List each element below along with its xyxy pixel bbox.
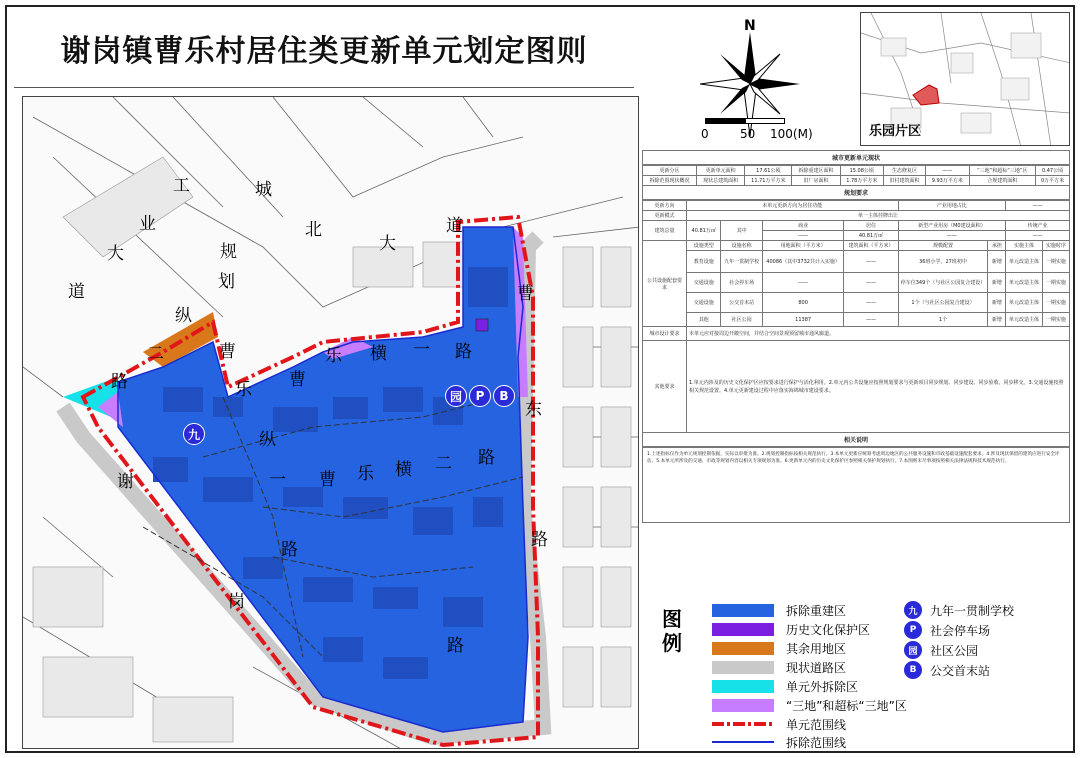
table-cell: 城市设计要求: [643, 327, 687, 341]
street-label: 道: [446, 216, 463, 236]
table-row: [643, 211, 1070, 221]
legend-item: [712, 715, 846, 733]
scale-label: 100(M): [770, 127, 813, 141]
table-cell: ——: [844, 313, 898, 327]
table-cell: 更新模式: [643, 211, 687, 221]
map-panel[interactable]: [22, 96, 639, 749]
table-cell: ——: [844, 273, 898, 293]
street-label: 规: [220, 242, 237, 262]
table-row: [643, 327, 1070, 341]
table-cell: 一期实施: [1042, 293, 1069, 313]
section-planning-title: 规划要求: [642, 186, 1070, 200]
table-header-cell: 规模配置: [898, 241, 988, 251]
table-cell: “三地”和超标“三地”区: [969, 166, 1036, 176]
table-cell: ——: [898, 231, 1006, 241]
table-cell: 1.单元内涉及的历史文化保护区应按要求进行保护与活化利用。2.单元内公共设施应按照规划要求与更新项目同步规划、同步建设、同步验收、同步移交。3.交通设施按照相关规范设置。4.单元更新建设过程中应落实海绵城市建设要求。: [687, 341, 1070, 433]
legend-label: 单元范围线: [786, 717, 847, 732]
table-cell: 九年一贯制学校: [721, 251, 762, 273]
scale-segment: [705, 118, 745, 124]
street-label: 城: [255, 180, 272, 200]
section-current-title: 城市更新单元现状: [642, 150, 1070, 165]
park-icon: 园: [904, 641, 922, 659]
legend-label: 单元外拆除区: [786, 679, 859, 694]
street-label: 划: [218, 272, 235, 292]
scale-segment: [745, 118, 785, 124]
table-cell: 0.47公顷: [1036, 166, 1070, 176]
legend-title: 图例: [662, 607, 682, 655]
table-cell: 本单元更新方向为居住功能: [687, 201, 899, 211]
table-cell: 一期实施: [1042, 313, 1069, 327]
street-label: 路: [478, 448, 495, 468]
inset-highlight: [913, 85, 939, 105]
street-label: 谢: [117, 472, 134, 492]
street-label: 业: [139, 214, 156, 234]
table-cell: 一期实施: [1042, 251, 1069, 273]
street-label: 纵: [259, 430, 276, 450]
info-table: [642, 150, 1070, 590]
title-block: [14, 8, 634, 88]
table-cell: 拆除范围现状概况: [643, 176, 697, 186]
legend-item: [712, 639, 846, 657]
table-row: [643, 251, 1070, 273]
table-cell: 1.78万平方米: [840, 176, 883, 186]
street-label: 大: [107, 244, 124, 264]
table-cell: 新增: [988, 273, 1006, 293]
compass-rose-icon: [700, 32, 820, 142]
table-cell: ——: [762, 273, 844, 293]
street-label: 道: [68, 282, 85, 302]
table-cell: 教育设施: [687, 251, 721, 273]
map-drawing: [23, 97, 639, 749]
table-cell: 800: [762, 293, 844, 313]
table-cell: 17.61公顷: [745, 166, 792, 176]
table-header-cell: 用地面积（平方米）: [762, 241, 844, 251]
table-cell: 单元改造主体: [1006, 313, 1043, 327]
table-header-cell: 承担: [988, 241, 1006, 251]
table-cell: 社区公园: [721, 313, 762, 327]
table-cell: 拆除重建区面积: [792, 166, 840, 176]
table-header-cell: 设施类型: [687, 241, 721, 251]
notes-title: 相关说明: [642, 433, 1070, 447]
street-label: 东: [525, 400, 542, 420]
bus-terminal-poi-icon[interactable]: B: [493, 385, 515, 407]
inset-label: 乐园片区: [869, 124, 922, 139]
street-label: 路: [447, 636, 464, 656]
table-row: [643, 166, 1070, 176]
table-header-cell: 建筑面积（平方米）: [844, 241, 898, 251]
street-label: 曹: [289, 370, 306, 390]
street-label: 岗: [228, 592, 245, 612]
table-cell: 交通设施: [687, 293, 721, 313]
bus-icon: B: [904, 661, 922, 679]
legend-item: [712, 601, 846, 619]
school-icon: 九: [904, 601, 922, 619]
table-cell: 合规建筑面积: [969, 176, 1036, 186]
legend-item: [904, 661, 990, 679]
street-label: 一: [413, 340, 430, 360]
street-label: 路: [455, 342, 472, 362]
legend-label: 其余用地区: [786, 641, 847, 656]
table-cell: 生态修复区: [884, 166, 926, 176]
park-poi-icon[interactable]: 园: [445, 385, 467, 407]
legend-swatch: [712, 680, 774, 693]
table-cell: ——: [1006, 201, 1070, 211]
table-row: [643, 201, 1070, 211]
table-cell: 40086（其中3732共计入实施）: [762, 251, 844, 273]
street-label: 路: [281, 540, 298, 560]
notes-text: 1.上述指标仅作为单元规划控制依据，实际以审批为准。2.规划控制指标按相关规范执行。3.本单元更新应统筹考虑周边地区的公共服务设施和市政基础设施配套要求。4.涉及现状保留的建筑应进行安全评估。5.本单元所涉及的交通、市政等规划内容以相关专项规划为准。6.更新单元内的历史文化保护区参照相关保护规划执行。7.本图则未尽事项按照相关法律法规和技术规范执行。: [642, 447, 1070, 523]
table-cell: 更新方向: [643, 201, 687, 211]
legend-item: [904, 621, 990, 639]
table-cell: 1个: [898, 313, 988, 327]
table-cell: 商业: [762, 221, 844, 231]
table-cell: 社会停车场: [721, 273, 762, 293]
table-row: [643, 341, 1070, 433]
table-cell: 现状总建筑面积: [697, 176, 745, 186]
table-cell: 居住: [844, 221, 898, 231]
legend-label: 拆除重建区: [786, 603, 847, 618]
table-cell: 公共设施配套要求: [643, 241, 687, 327]
scale-label: 50: [740, 127, 756, 141]
table-cell: 更新单元面积: [697, 166, 745, 176]
table-cell: 36班小学、27班初中: [898, 251, 988, 273]
table-cell: 旧村建筑面积: [884, 176, 926, 186]
legend-item: [712, 733, 846, 751]
table-cell: 公交首末站: [721, 293, 762, 313]
legend-item: [712, 677, 858, 695]
table-cell: 单一主体挂牌出让: [687, 211, 1070, 221]
street-label: 乐: [357, 464, 374, 484]
street-label: 二: [435, 454, 452, 474]
table-cell: 停车位349个（与社区公园复合建设）: [898, 273, 988, 293]
street-label: 路: [531, 530, 548, 550]
table-cell: 交通设施: [687, 273, 721, 293]
legend-label: 现状道路区: [786, 660, 847, 675]
table-cell: 1个（与社区公园复合建设）: [898, 293, 988, 313]
table-header-cell: 实施时序: [1042, 241, 1069, 251]
legend-label: “三地”和超标“三地”区: [786, 698, 907, 713]
school-poi-icon[interactable]: 九: [183, 423, 205, 445]
street-label: 纵: [175, 306, 192, 326]
legend-label: 社区公园: [930, 643, 979, 658]
street-label: 曹: [219, 342, 236, 362]
table-row: [643, 313, 1070, 327]
legend-item: [904, 641, 978, 659]
street-label: 曹: [517, 284, 534, 304]
legend-swatch: [712, 623, 774, 636]
table-cell: 其他要求: [643, 341, 687, 433]
street-label: 大: [379, 234, 396, 254]
street-label: 乐: [235, 380, 252, 400]
street-label: 乐: [325, 346, 342, 366]
legend-item: [712, 658, 846, 676]
legend-item: [904, 601, 1014, 619]
legend-swatch: [712, 604, 774, 617]
table-cell: 传统产业: [1006, 221, 1070, 231]
table-cell: 新型产业用房（M0建设面积）: [898, 221, 1006, 231]
table-cell: 其中: [721, 221, 762, 241]
legend-label: 社会停车场: [930, 623, 991, 638]
legend-label: 拆除范围线: [786, 735, 847, 750]
parking-icon: P: [904, 621, 922, 639]
historic-protection-zone: [476, 319, 488, 331]
table-cell: ——: [844, 251, 898, 273]
street-label: 曹: [319, 470, 336, 490]
table-cell: 建筑总量: [643, 221, 687, 241]
table-cell: 新增: [988, 313, 1006, 327]
table-cell: 40.81万㎡: [844, 231, 898, 241]
current-status-table: [642, 165, 1070, 186]
table-row: [643, 273, 1070, 293]
street-label: 一: [269, 470, 286, 490]
planning-table: [642, 200, 1070, 433]
table-cell: ——: [926, 166, 969, 176]
table-cell: ——: [762, 231, 844, 241]
legend-swatch: [712, 642, 774, 655]
north-arrow: [700, 18, 820, 143]
legend-item: [712, 620, 870, 638]
legend-swatch: [712, 661, 774, 674]
table-cell: 0万平方米: [1036, 176, 1070, 186]
table-row: [643, 176, 1070, 186]
location-inset-map[interactable]: [860, 12, 1070, 146]
street-label: 二: [147, 344, 164, 364]
table-cell: 本单元应对接周边开敞空间，并结合空间景观预留城市通风廊道。: [687, 327, 1070, 341]
table-cell: 11387: [762, 313, 844, 327]
table-row: [643, 221, 1070, 231]
legend-item: [712, 696, 907, 714]
street-label: 路: [111, 372, 128, 392]
table-cell: 单元改造主体: [1006, 293, 1043, 313]
table-cell: 其他: [687, 313, 721, 327]
table-cell: 9.93万平方米: [926, 176, 969, 186]
legend-label: 九年一贯制学校: [930, 603, 1015, 618]
table-cell: 旧厂房面积: [792, 176, 840, 186]
table-cell: 更新分区: [643, 166, 697, 176]
table-header-cell: 设施名称: [721, 241, 762, 251]
table-cell: 15.08公顷: [840, 166, 883, 176]
legend-line: [712, 741, 774, 743]
table-cell: 产业用地占比: [898, 201, 1006, 211]
table-cell: 单元改造主体: [1006, 273, 1043, 293]
north-label: N: [744, 18, 756, 34]
street-label: 横: [395, 460, 412, 480]
table-cell: 单元改造主体: [1006, 251, 1043, 273]
table-header-cell: 实施主体: [1006, 241, 1043, 251]
table-cell: 一期实施: [1042, 273, 1069, 293]
street-label: 横: [370, 344, 387, 364]
table-cell: 11.71万平方米: [745, 176, 792, 186]
legend: [642, 595, 1070, 750]
table-cell: ——: [844, 293, 898, 313]
legend-line: [712, 722, 774, 726]
table-cell: 40.81万㎡: [687, 221, 721, 241]
parking-poi-icon[interactable]: P: [469, 385, 491, 407]
street-label: 北: [305, 220, 322, 240]
table-cell: 新增: [988, 293, 1006, 313]
scale-label: 0: [701, 127, 709, 141]
table-row: [643, 293, 1070, 313]
street-label: 工: [173, 176, 190, 196]
legend-swatch: [712, 699, 774, 712]
table-row: [643, 241, 1070, 251]
table-cell: 新增: [988, 251, 1006, 273]
page-title: 谢岗镇曹乐村居住类更新单元划定图则: [60, 33, 588, 69]
legend-label: 公交首末站: [930, 663, 991, 678]
legend-label: 历史文化保护区: [786, 622, 871, 637]
table-cell: ——: [1006, 231, 1070, 241]
